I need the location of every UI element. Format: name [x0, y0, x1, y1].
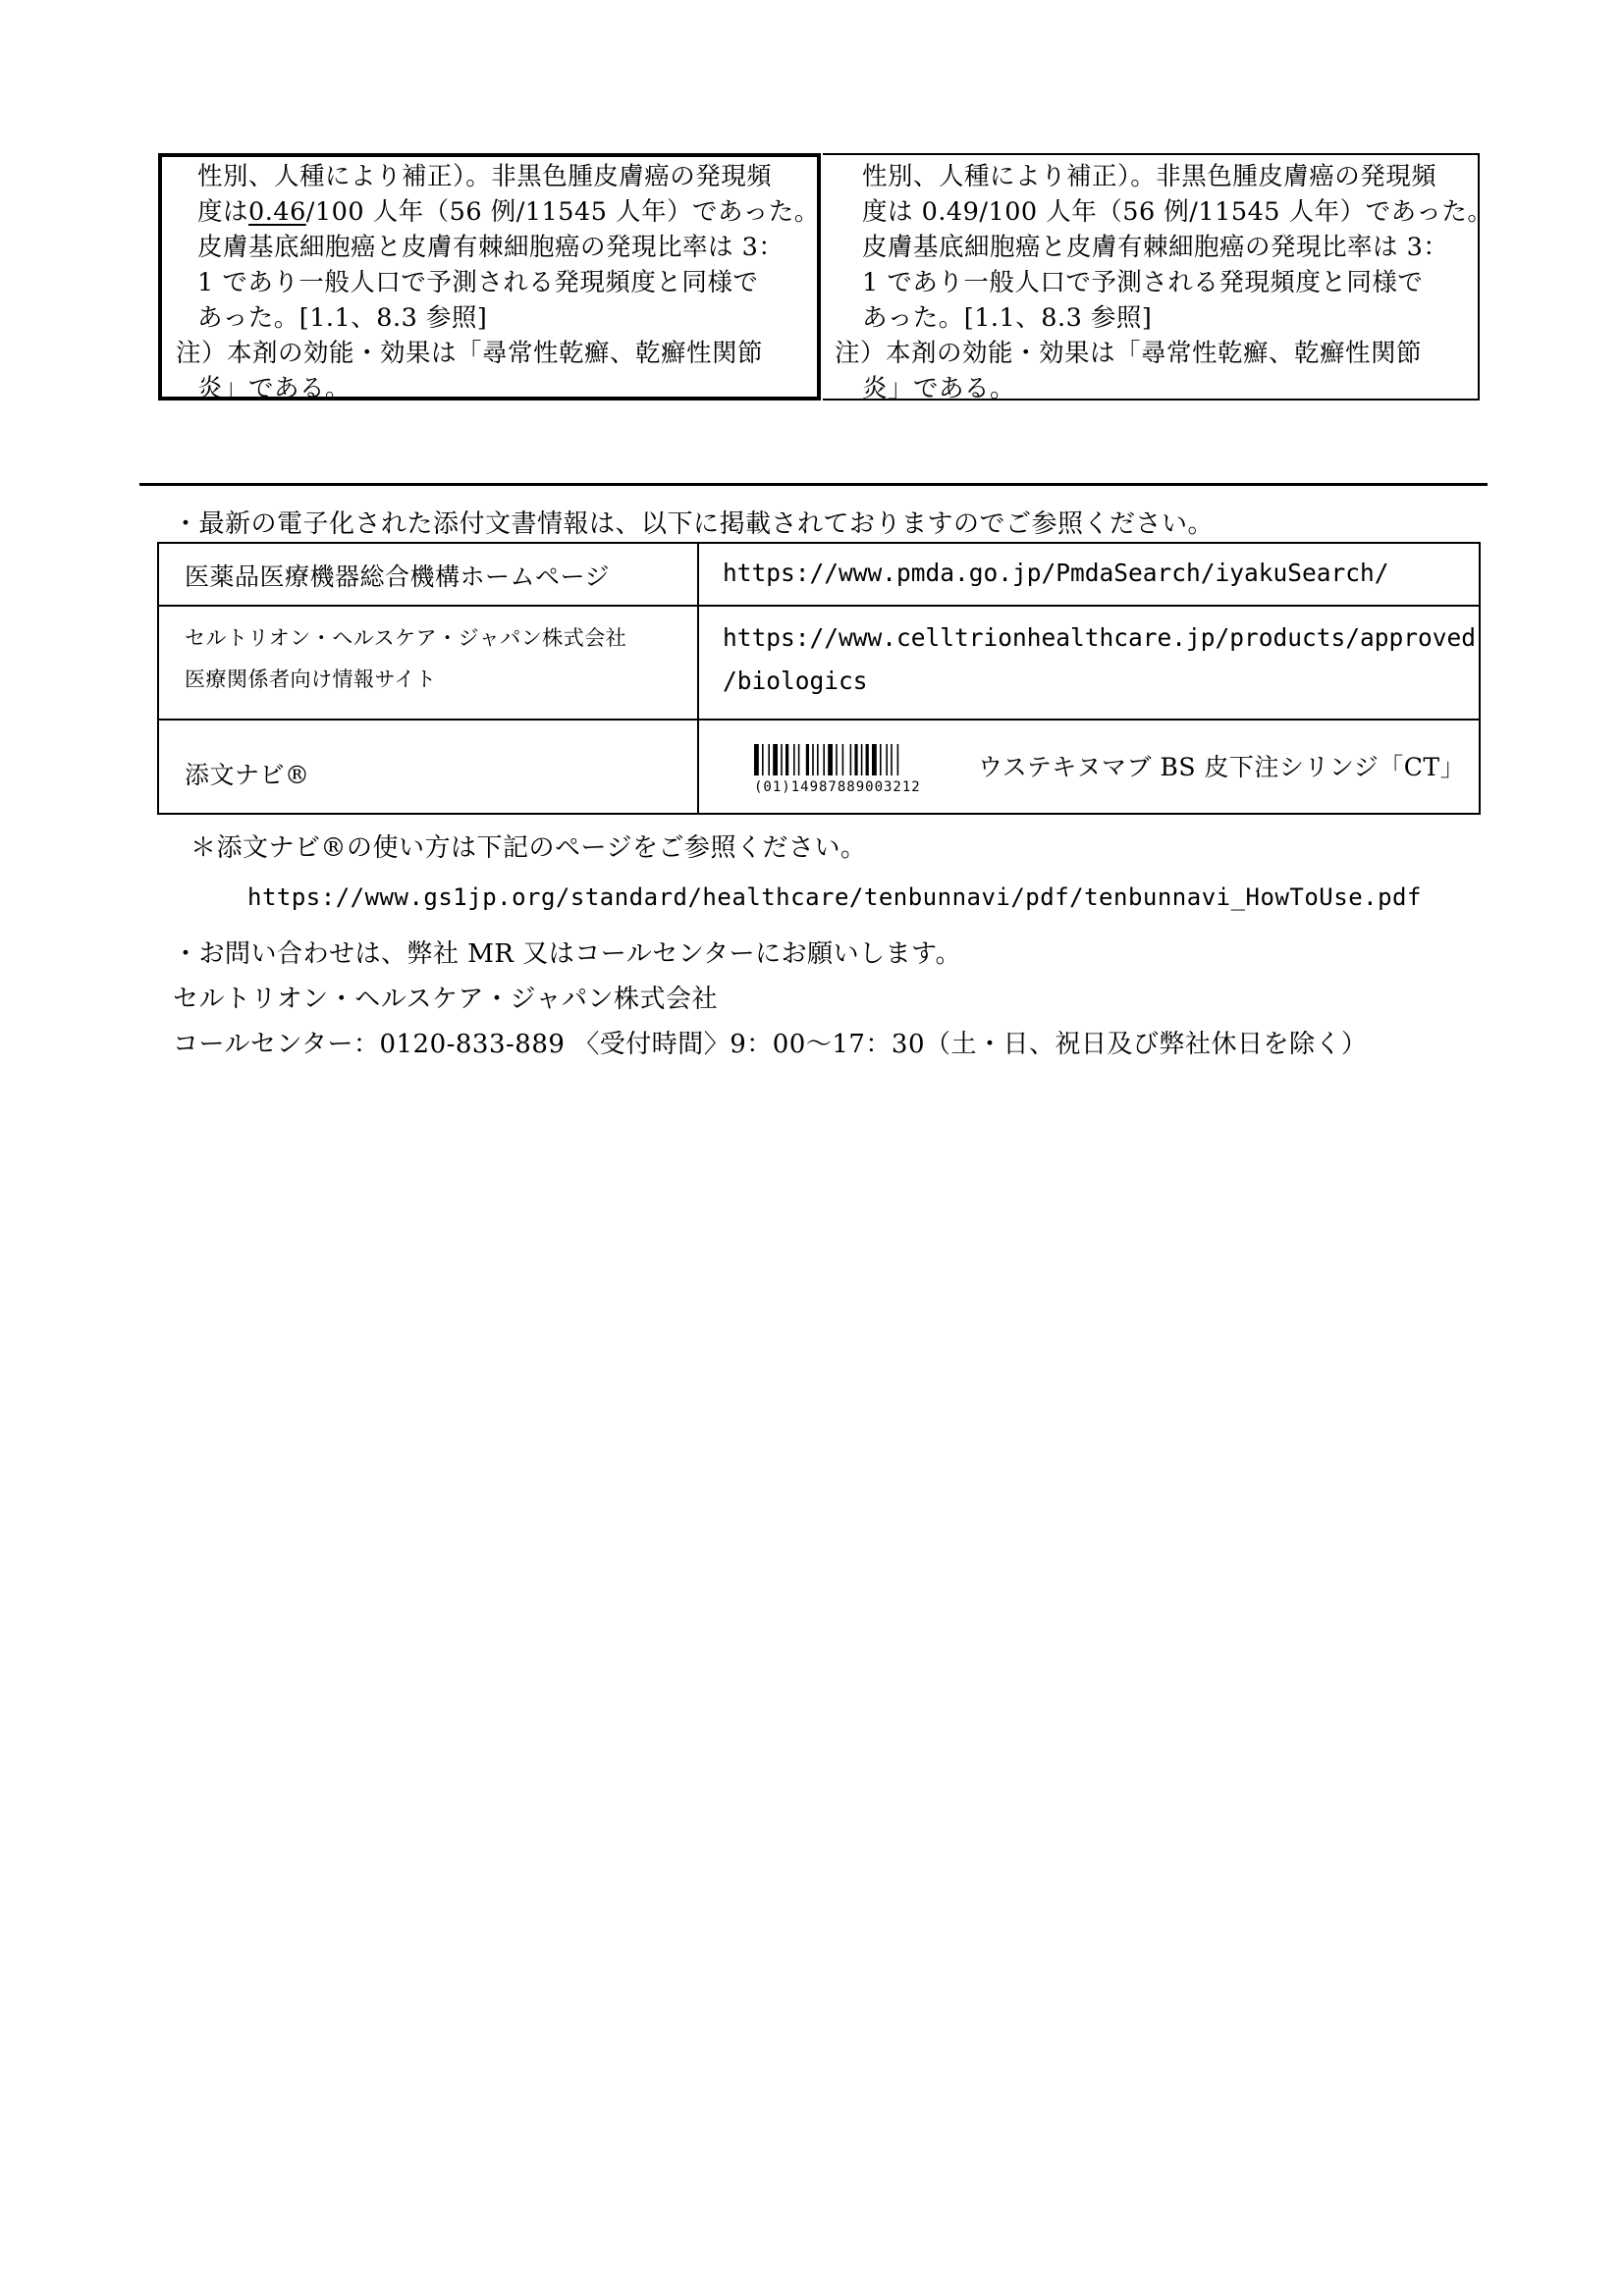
- barcode-bar: [812, 744, 814, 775]
- barcode-bar: [817, 744, 819, 775]
- barcode-icon: [752, 744, 958, 777]
- barcode-bar: [854, 744, 857, 775]
- barcode-bar: [754, 744, 759, 775]
- tenbun-navi-howto-url[interactable]: https://www.gs1jp.org/standard/healthcare/tenbunnavi/pdf/tenbunnavi_HowToUse.pdf: [247, 883, 1422, 911]
- barcode-bar: [828, 744, 833, 775]
- left-text-line-5: あった。[1.1、8.3 参照]: [197, 303, 488, 333]
- barcode-bar: [891, 744, 893, 775]
- barcode-bar: [842, 744, 844, 775]
- barcode-bar: [880, 744, 882, 775]
- barcode-bar: [861, 744, 863, 775]
- info-table-row-divider: [159, 605, 1479, 607]
- barcode-bar: [886, 744, 888, 775]
- right-text-line-2: 度は 0.49/100 人年（56 例/11545 人年）であった。: [862, 197, 1493, 227]
- celltrion-company-name: セルトリオン・ヘルスケア・ジャパン株式会社: [185, 626, 627, 650]
- barcode-bar: [823, 744, 825, 775]
- left-text-line-4: 1 であり一般人口で予測される発現頻度と同様で: [197, 268, 759, 297]
- barcode-bar: [793, 744, 795, 775]
- celltrion-url-link[interactable]: https://www.celltrionhealthcare.jp/products/approved /biologics: [723, 623, 1477, 695]
- right-note-line-2: 炎」である。: [862, 374, 1016, 403]
- right-note-line-1: 注）本剤の効能・効果は「尋常性乾癬、乾癬性関節: [835, 339, 1423, 368]
- right-text-line-5: あった。[1.1、8.3 参照]: [862, 303, 1153, 333]
- call-center-line: コールセンター：0120-833-889 〈受付時間〉9：00～17：30（土・日、祝日及び弊社休日を除く）: [173, 1030, 1368, 1059]
- info-table-row-divider: [159, 719, 1479, 721]
- left-note-line-2: 炎」である。: [197, 374, 352, 403]
- barcode-bar: [785, 744, 788, 775]
- barcode-bar: [798, 744, 800, 775]
- tenbun-navi-howto-note: ＊添文ナビ®の使い方は下記のページをご参照ください。: [190, 833, 867, 863]
- barcode-bar: [781, 744, 783, 775]
- left-text-line-3: 皮膚基底細胞癌と皮膚有棘細胞癌の発現比率は 3：: [197, 233, 785, 262]
- barcode-bar: [866, 744, 869, 775]
- contact-intro: ・お問い合わせは、弊社 MR 又はコールセンターにお願いします。: [173, 939, 962, 969]
- celltrion-site-name: 医療関係者向け情報サイト: [185, 667, 437, 691]
- barcode-bar: [806, 744, 809, 775]
- comparison-left-column: [158, 153, 821, 403]
- barcode-bar: [872, 744, 877, 775]
- section-divider: [139, 483, 1488, 486]
- info-intro: ・最新の電子化された添付文書情報は、以下に掲載されておりますのでご参照ください。: [173, 509, 1215, 539]
- right-text-line-1: 性別、人種により補正）。非黒色腫皮膚癌の発現頻: [862, 162, 1437, 191]
- gs1-barcode[interactable]: [752, 744, 958, 803]
- company-name: セルトリオン・ヘルスケア・ジャパン株式会社: [173, 985, 718, 1014]
- left-text-line-2: 度は0.46/100 人年（56 例/11545 人年）であった。: [197, 197, 820, 227]
- barcode-bar: [836, 744, 838, 775]
- info-table: [157, 542, 1481, 815]
- barcode-bar: [850, 744, 852, 775]
- barcode-number: (01)14987889003212: [754, 779, 921, 795]
- barcode-bar: [897, 744, 899, 775]
- barcode-bar: [768, 744, 770, 775]
- tenbun-navi-label: 添文ナビ®: [185, 761, 310, 789]
- pmda-site-name: 医薬品医療機器総合機構ホームページ: [185, 562, 611, 591]
- left-note-line-1: 注）本剤の効能・効果は「尋常性乾癬、乾癬性関節: [176, 339, 764, 368]
- info-table-column-divider: [697, 544, 699, 813]
- left-text-line-1: 性別、人種により補正）。非黒色腫皮膚癌の発現頻: [197, 162, 773, 191]
- product-name: ウステキヌマブ BS 皮下注シリンジ「CT」: [978, 753, 1466, 781]
- pmda-url-link[interactable]: https://www.pmda.go.jp/PmdaSearch/iyakuSearch/: [723, 559, 1389, 587]
- comparison-table: [158, 153, 1493, 403]
- right-text-line-4: 1 であり一般人口で予測される発現頻度と同様で: [862, 268, 1424, 297]
- barcode-bar: [773, 744, 778, 775]
- changed-value: 0.46: [248, 197, 306, 227]
- right-text-line-3: 皮膚基底細胞癌と皮膚有棘細胞癌の発現比率は 3：: [862, 233, 1449, 262]
- barcode-bar: [762, 744, 764, 775]
- comparison-right-column: [823, 153, 1493, 403]
